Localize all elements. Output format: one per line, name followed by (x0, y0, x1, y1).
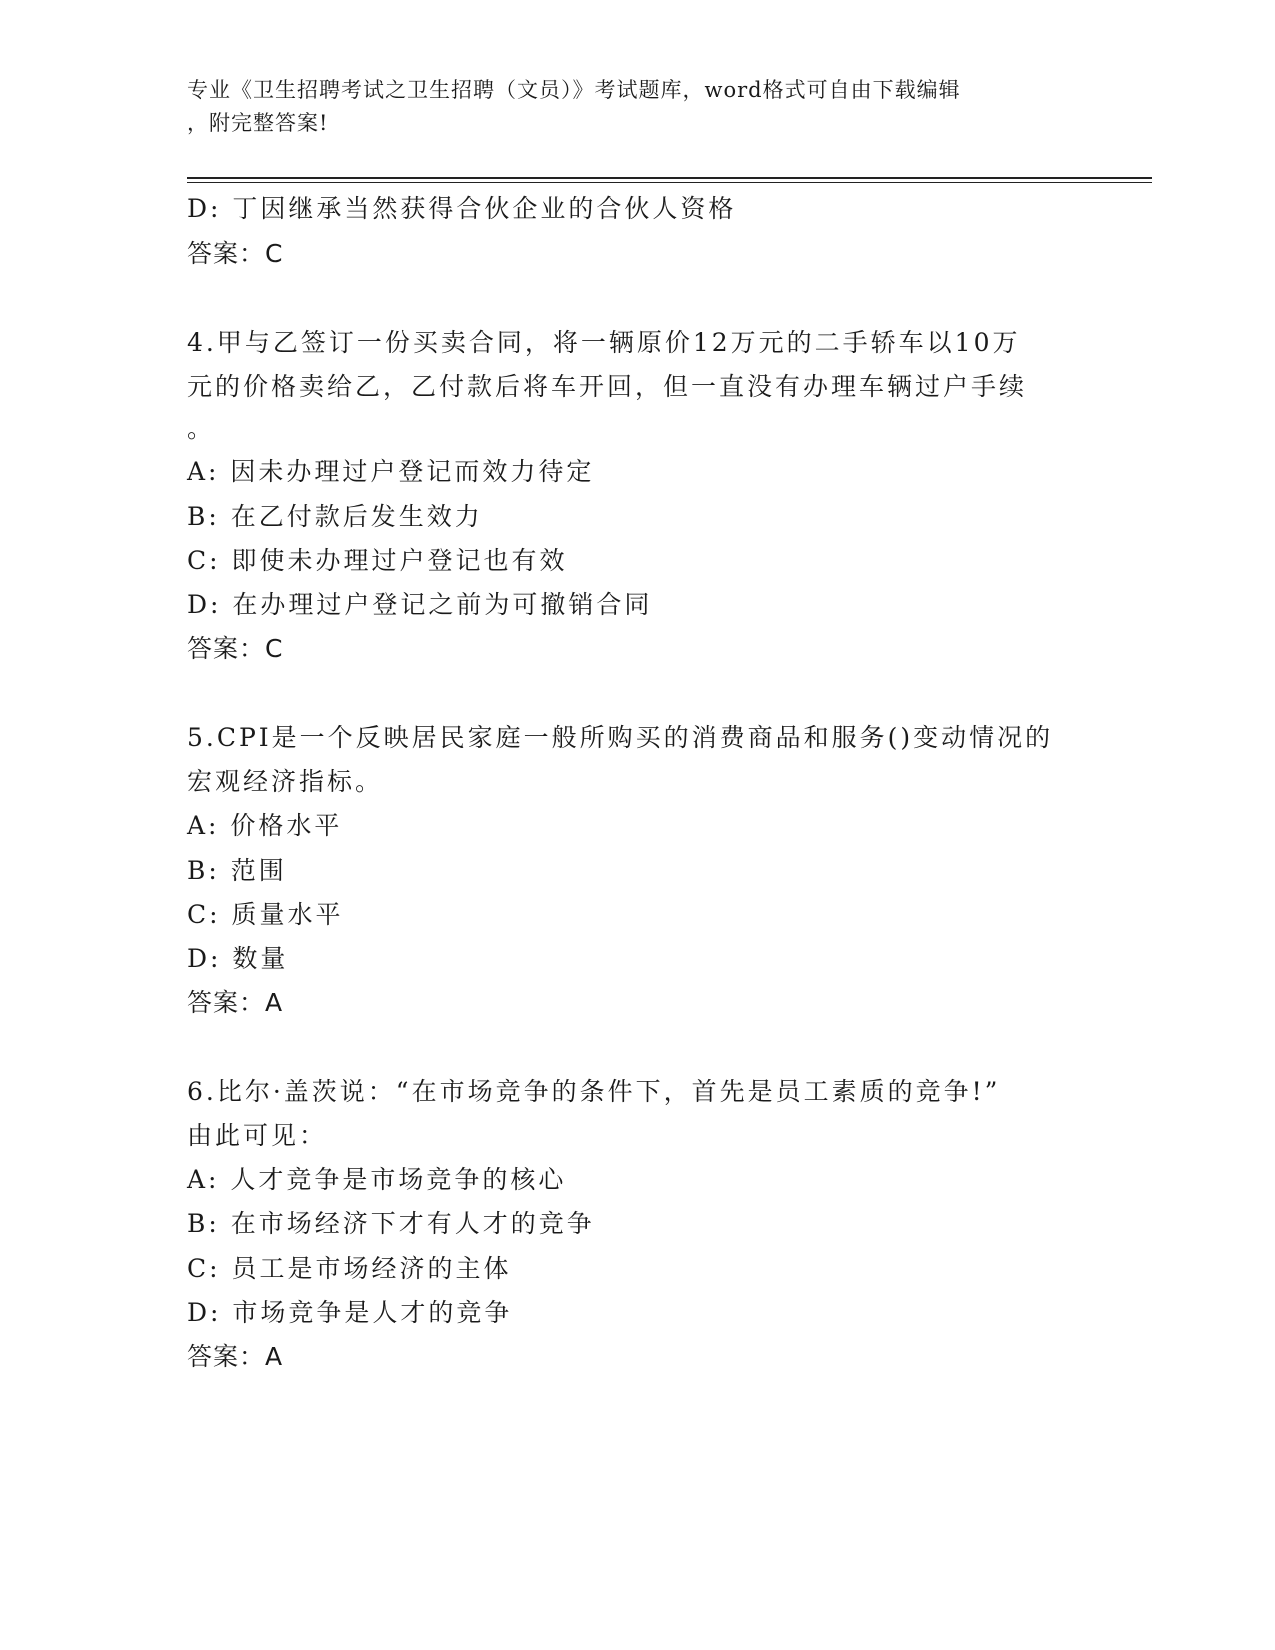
q6-answer: 答案：A (187, 1342, 284, 1371)
q6-option-c: C: 员工是市场经济的主体 (187, 1254, 512, 1283)
q5-option-a: A: 价格水平 (187, 811, 343, 840)
q6-option-a: A: 人才竞争是市场竞争的核心 (187, 1165, 567, 1194)
q6-stem-line-2: 由此可见： (187, 1121, 328, 1150)
q5-stem-line-2: 宏观经济指标。 (187, 767, 384, 796)
q4-option-c: C: 即使未办理过户登记也有效 (187, 546, 568, 575)
q5-answer: 答案：A (187, 988, 284, 1017)
q4-stem-line-2: 元的价格卖给乙，乙付款后将车开回，但一直没有办理车辆过户手续 (187, 372, 1028, 401)
q5-option-c: C: 质量水平 (187, 900, 344, 929)
q3-option-d: D: 丁因继承当然获得合伙企业的合伙人资格 (187, 194, 737, 223)
q5-option-d: D: 数量 (187, 944, 289, 973)
q6-option-d: D: 市场竞争是人才的竞争 (187, 1298, 513, 1327)
q4-stem-line-1: 4.甲与乙签订一份买卖合同，将一辆原价12万元的二手轿车以10万 (187, 328, 1021, 357)
header-divider-thick (187, 177, 1152, 179)
q5-stem-line-1: 5.CPI是一个反映居民家庭一般所购买的消费商品和服务()变动情况的 (187, 723, 1054, 752)
header-line-2: ，附完整答案! (187, 111, 329, 135)
q3-answer: 答案：C (187, 239, 284, 268)
q5-option-b: B: 范围 (187, 856, 287, 885)
q4-answer: 答案：C (187, 634, 284, 663)
q4-stem-line-3: 。 (187, 414, 216, 443)
q6-stem-line-1: 6.比尔·盖茨说：“在市场竞争的条件下，首先是员工素质的竞争!” (187, 1077, 1001, 1106)
header-line-1: 专业《卫生招聘考试之卫生招聘（文员）》考试题库，word格式可自由下载编辑 (187, 78, 961, 102)
q6-option-b: B: 在市场经济下才有人才的竞争 (187, 1209, 595, 1238)
header-divider-thin (187, 182, 1152, 183)
q4-option-a: A: 因未办理过户登记而效力待定 (187, 457, 595, 486)
document-header (187, 74, 1067, 140)
q4-option-d: D: 在办理过户登记之前为可撤销合同 (187, 590, 653, 619)
q4-option-b: B: 在乙付款后发生效力 (187, 502, 483, 531)
